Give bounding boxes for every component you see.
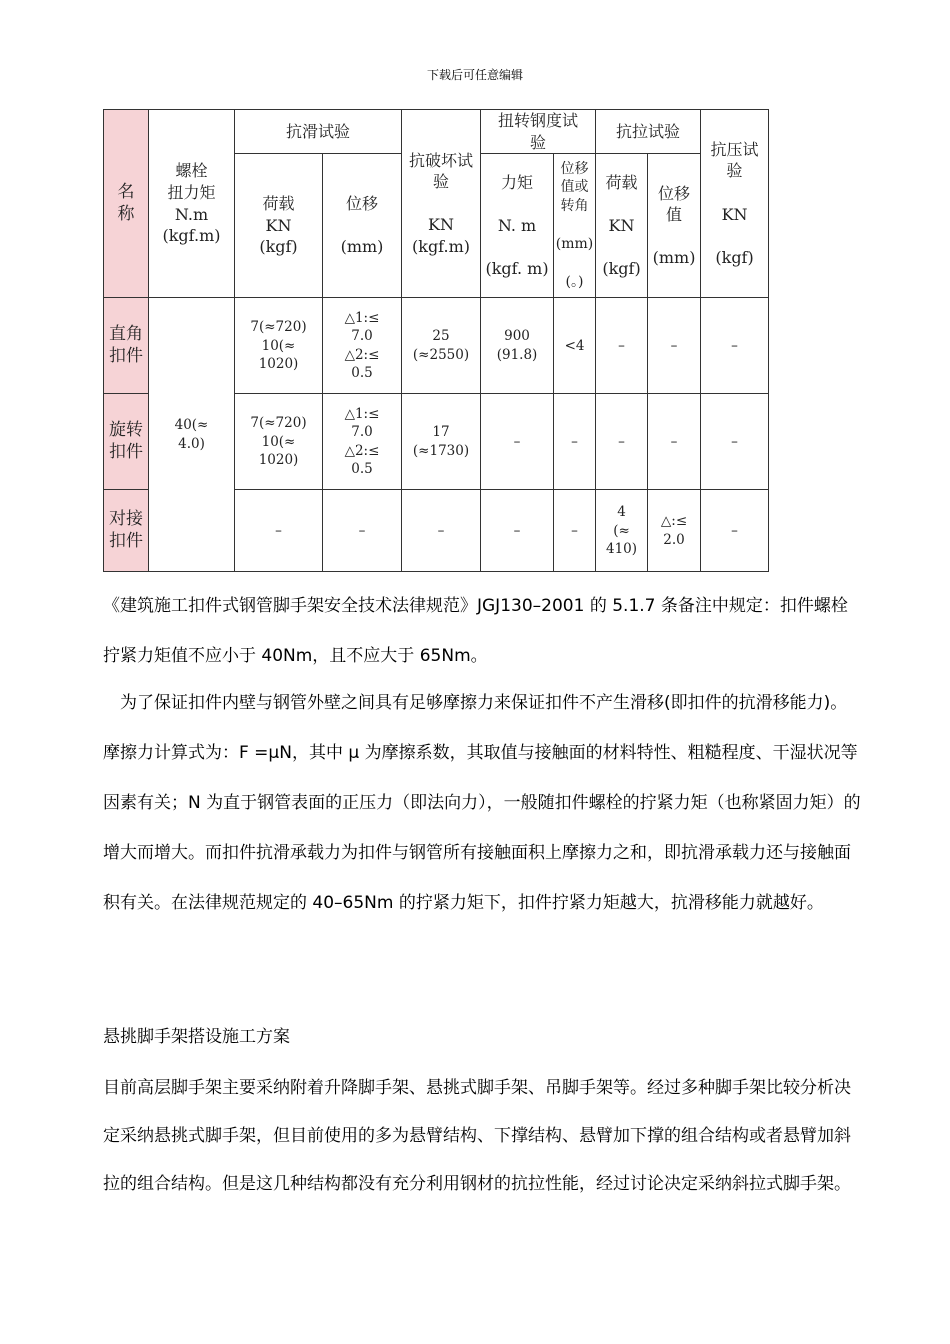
table-row (104, 298, 769, 394)
bolt-torque-value: 40(≈ 4.0) (149, 298, 235, 572)
cell-slip-load: – (235, 490, 323, 572)
cell-slip-load: 7(≈720) 10(≈ 1020) (235, 298, 323, 394)
cell-compress: – (701, 298, 769, 394)
header-torsion-moment: 力矩 N. m (kgf. m) (481, 154, 554, 298)
page-header: 下载后可任意编辑 (426, 68, 523, 82)
cell-slip-displacement: – (323, 490, 402, 572)
cell-slip-displacement: △1:≤ 7.0 △2:≤ 0.5 (323, 394, 402, 490)
row-name: 旋转 扣件 (104, 394, 149, 490)
cell-break: 25 (≈2550) (402, 298, 481, 394)
header-slip-load: 荷载 KN (kgf) (235, 154, 323, 298)
cell-tension-load: – (596, 394, 648, 490)
header-bolt-torque: 螺栓 扭力矩 N.m (kgf.m) (149, 110, 235, 298)
header-break-test: 抗破坏试 验 KN (kgf.m) (402, 110, 481, 298)
paragraph-friction-explanation: 为了保证扣件内壁与钢管外壁之间具有足够摩擦力来保证扣件不产生滑移(即扣件的抗滑移能力)。摩擦力计算式为：F =μN，其中 μ 为摩擦系数，其取值与接触面的材料特性、粗糙程度、干湿状况等因素有关；N 为直于钢管表面的正压力（即法向力），一般随扣件螺栓的拧紧力矩（也称紧固力矩）的增大而增大。而扣件抗滑承载力为扣件与钢管所有接触面积上摩擦力之和，即抗滑承载力还与接触面积有关。在法律规范规定的 40–65Nm 的拧紧力矩下，扣件拧紧力矩越大，抗滑移能力就越好。 (103, 693, 861, 913)
header-tension-displacement: 位移 值 (mm) (648, 154, 701, 298)
paragraph-scaffold-plan: 目前高层脚手架主要采纳附着升降脚手架、悬挑式脚手架、吊脚手架等。经过多种脚手架比较分析决定采纳悬挑式脚手架，但目前使用的多为悬臂结构、下撑结构、悬臂加下撑的组合结构或者悬臂加斜拉的组合结构。但是这几种结构都没有充分利用钢材的抗拉性能，经过讨论决定采纳斜拉式脚手架。 (103, 1078, 851, 1194)
header-tension-load: 荷载 KN (kgf) (596, 154, 648, 298)
cell-compress: – (701, 490, 769, 572)
cell-torsion-angle: – (554, 394, 596, 490)
cell-tension-load: – (596, 298, 648, 394)
fastener-test-table (103, 109, 769, 572)
section-heading: 悬挑脚手架搭设施工方案 (103, 1027, 290, 1047)
header-tension-test: 抗拉试验 (596, 110, 701, 154)
header-name-cell: 名 称 (104, 110, 149, 298)
cell-slip-load: 7(≈720) 10(≈ 1020) (235, 394, 323, 490)
row-name: 直角 扣件 (104, 298, 149, 394)
cell-tension-displacement: – (648, 298, 701, 394)
header-torsion-angle: 位移 值或 转角 (mm) (。) (554, 154, 596, 298)
header-compress-test: 抗压试 验 KN (kgf) (701, 110, 769, 298)
cell-break: – (402, 490, 481, 572)
header-torsion-test: 扭转钢度试 验 (481, 110, 596, 154)
cell-slip-displacement: △1:≤ 7.0 △2:≤ 0.5 (323, 298, 402, 394)
cell-torsion-moment: 900 (91.8) (481, 298, 554, 394)
row-name: 对接 扣件 (104, 490, 149, 572)
cell-torsion-moment: – (481, 394, 554, 490)
paragraph-spec-reference: 《建筑施工扣件式钢管脚手架安全技术法律规范》JGJ130–2001 的 5.1.7 条备注中规定：扣件螺栓拧紧力矩值不应小于 40Nm，且不应大于 65Nm。 (103, 596, 848, 666)
cell-tension-displacement: – (648, 394, 701, 490)
cell-torsion-angle: – (554, 490, 596, 572)
cell-tension-displacement: △:≤ 2.0 (648, 490, 701, 572)
header-slip-test: 抗滑试验 (235, 110, 402, 154)
cell-break: 17 (≈1730) (402, 394, 481, 490)
cell-tension-load: 4 (≈ 410) (596, 490, 648, 572)
cell-compress: – (701, 394, 769, 490)
header-slip-displacement: 位移 (mm) (323, 154, 402, 298)
cell-torsion-moment: – (481, 490, 554, 572)
cell-torsion-angle: <4 (554, 298, 596, 394)
